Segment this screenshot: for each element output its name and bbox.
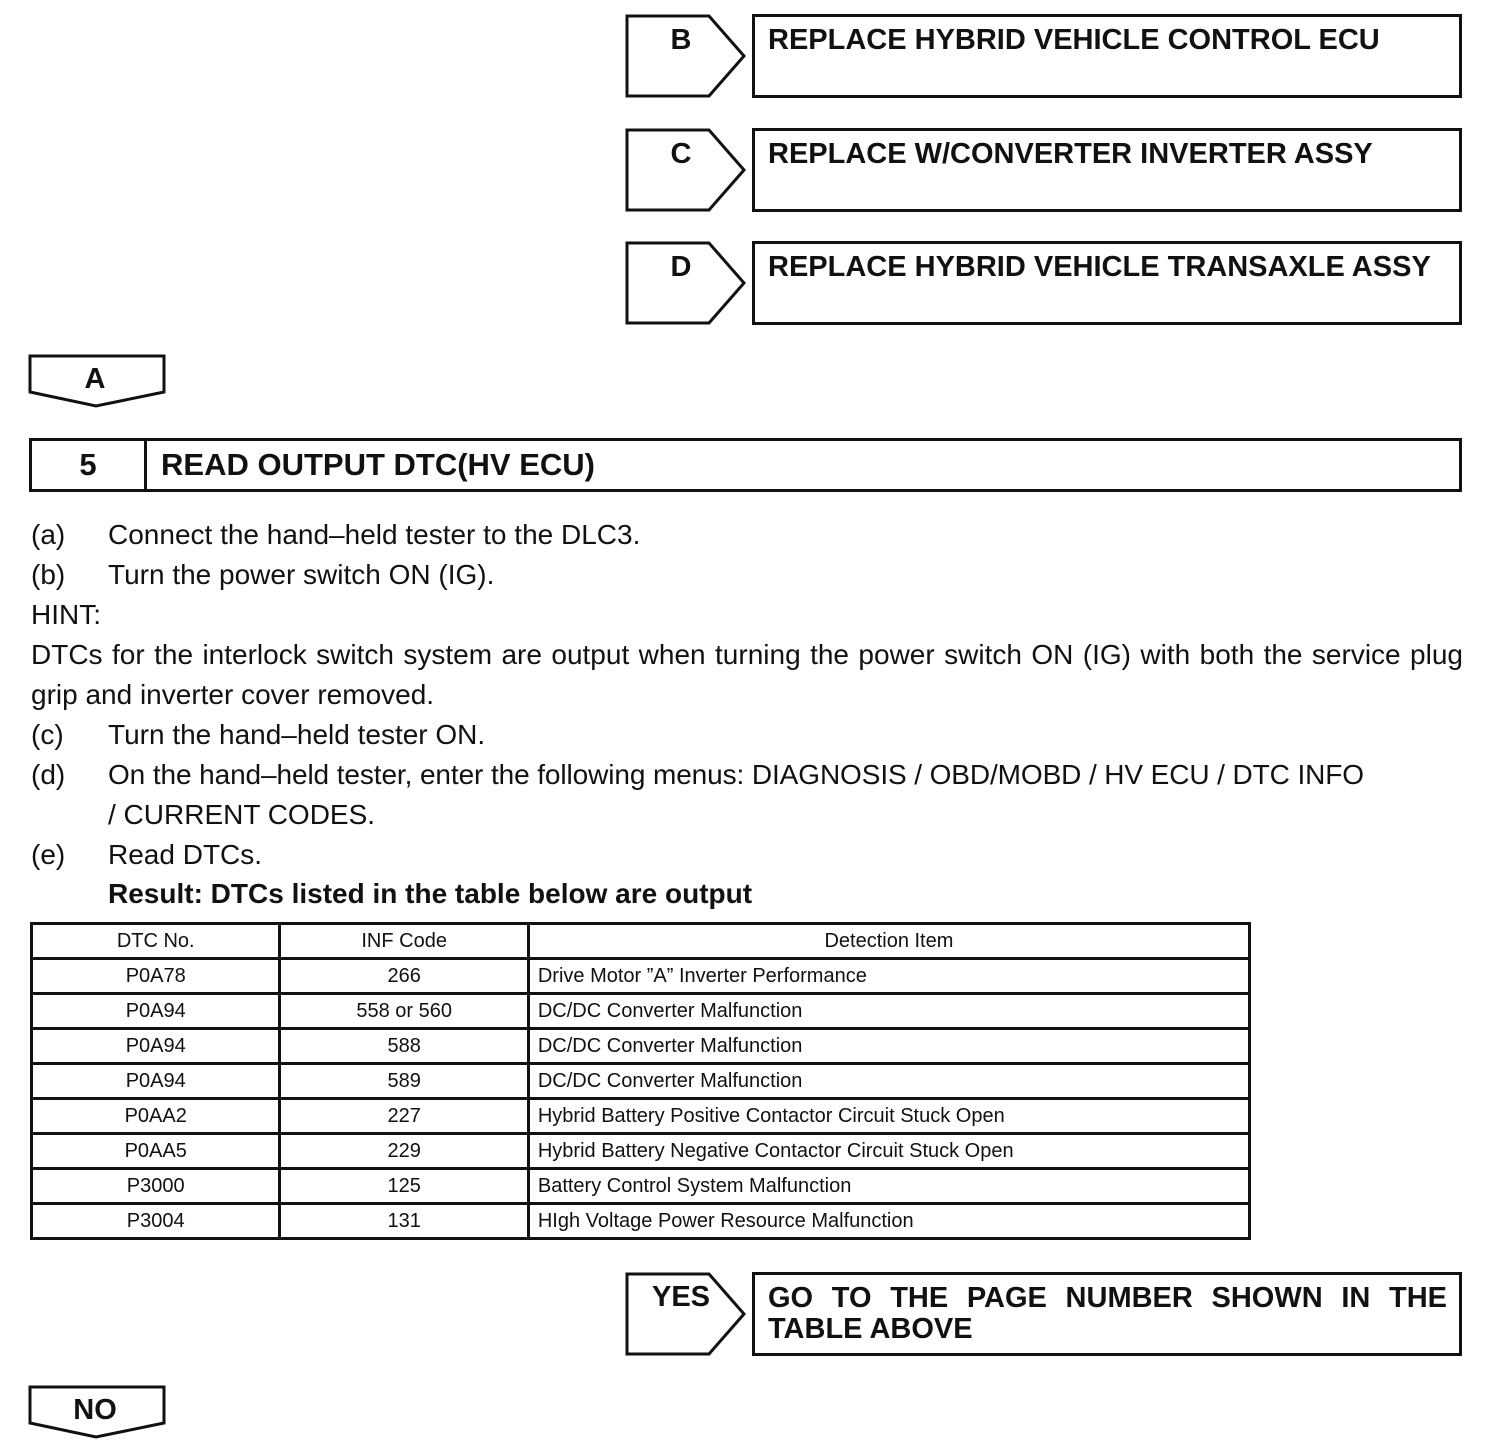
hint-text: DTCs for the interlock switch system are output when turning the power switch ON (IG) with both the service plug grip and inverter cover removed.	[31, 639, 1463, 710]
detection-item-cell: DC/DC Converter Malfunction	[528, 1064, 1249, 1099]
continue-tag-no	[28, 1385, 166, 1439]
branch-action-box	[752, 128, 1462, 212]
table-row	[32, 959, 1250, 994]
detection-item-cell: Drive Motor ”A” Inverter Performance	[528, 959, 1249, 994]
dtc-no-cell: P3004	[32, 1204, 280, 1239]
instruction-text: Read DTCs.	[108, 839, 263, 870]
instruction-text: Turn the hand–held tester ON.	[108, 719, 486, 750]
hint-label: HINT:	[31, 599, 101, 630]
table-row	[32, 994, 1250, 1029]
table-row	[32, 1169, 1250, 1204]
table-header-row	[32, 924, 1250, 959]
step-header	[29, 438, 1462, 492]
inf-code-cell: 588	[280, 1029, 528, 1064]
branch-action-box	[752, 1272, 1462, 1356]
instruction-letter: (d)	[31, 759, 66, 790]
instruction-letter: (a)	[31, 519, 66, 550]
instruction-text: Turn the power switch ON (IG).	[108, 559, 495, 590]
table-row	[32, 1134, 1250, 1169]
instruction-letter: (e)	[31, 839, 66, 870]
branch-tag-d	[625, 241, 747, 325]
instruction-letter: (b)	[31, 559, 66, 590]
branch-action-text: REPLACE HYBRID VEHICLE CONTROL ECU	[768, 24, 1380, 56]
dtc-no-cell: P0AA2	[32, 1099, 280, 1134]
branch-action-box	[752, 241, 1462, 325]
instruction-d-continued: / CURRENT CODES.	[108, 799, 376, 830]
dtc-no-cell: P3000	[32, 1169, 280, 1204]
step-number: 5	[32, 441, 147, 489]
dtc-no-cell: P0A78	[32, 959, 280, 994]
detection-item-cell: Battery Control System Malfunction	[528, 1169, 1249, 1204]
branch-action-box	[752, 14, 1462, 98]
dtc-table	[30, 922, 1251, 1240]
inf-code-cell: 558 or 560	[280, 994, 528, 1029]
table-row	[32, 1029, 1250, 1064]
inf-code-cell: 125	[280, 1169, 528, 1204]
inf-code-cell: 131	[280, 1204, 528, 1239]
continue-tag-label: NO	[73, 1394, 117, 1426]
dtc-no-cell: P0AA5	[32, 1134, 280, 1169]
column-header: DTC No.	[32, 924, 280, 959]
branch-action-text: REPLACE W/CONVERTER INVERTER ASSY	[768, 138, 1373, 170]
detection-item-cell: Hybrid Battery Positive Contactor Circuit Stuck Open	[528, 1099, 1249, 1134]
dtc-no-cell: P0A94	[32, 994, 280, 1029]
branch-tag-label: B	[670, 24, 692, 56]
table-row	[32, 1099, 1250, 1134]
column-header: INF Code	[280, 924, 528, 959]
table-row	[32, 1204, 1250, 1239]
branch-tag-label: D	[670, 251, 692, 283]
branch-action-text: REPLACE HYBRID VEHICLE TRANSAXLE ASSY	[768, 251, 1431, 283]
result-text: Result: DTCs listed in the table below are output	[108, 878, 753, 909]
inf-code-cell: 229	[280, 1134, 528, 1169]
branch-tag-label: C	[670, 138, 692, 170]
instruction-text: Connect the hand–held tester to the DLC3.	[108, 519, 641, 550]
detection-item-cell: DC/DC Converter Malfunction	[528, 1029, 1249, 1064]
column-header: Detection Item	[528, 924, 1249, 959]
continue-tag-a	[28, 354, 166, 408]
inf-code-cell: 227	[280, 1099, 528, 1134]
branch-tag-b	[625, 14, 747, 98]
detection-item-cell: Hybrid Battery Negative Contactor Circuit Stuck Open	[528, 1134, 1249, 1169]
instruction-text: On the hand–held tester, enter the following menus: DIAGNOSIS / OBD/MOBD / HV ECU / DTC INFO	[108, 759, 1364, 790]
dtc-no-cell: P0A94	[32, 1029, 280, 1064]
branch-tag-yes	[625, 1272, 747, 1356]
inf-code-cell: 266	[280, 959, 528, 994]
table-row	[32, 1064, 1250, 1099]
dtc-no-cell: P0A94	[32, 1064, 280, 1099]
branch-action-text: GO TO THE PAGE NUMBER SHOWN IN THE TABLE ABOVE	[768, 1282, 1447, 1345]
detection-item-cell: DC/DC Converter Malfunction	[528, 994, 1249, 1029]
instruction-letter: (c)	[31, 719, 64, 750]
branch-tag-c	[625, 128, 747, 212]
inf-code-cell: 589	[280, 1064, 528, 1099]
continue-tag-label: A	[84, 363, 106, 395]
branch-tag-label: YES	[651, 1281, 711, 1313]
detection-item-cell: HIgh Voltage Power Resource Malfunction	[528, 1204, 1249, 1239]
step-title: READ OUTPUT DTC(HV ECU)	[161, 447, 595, 482]
